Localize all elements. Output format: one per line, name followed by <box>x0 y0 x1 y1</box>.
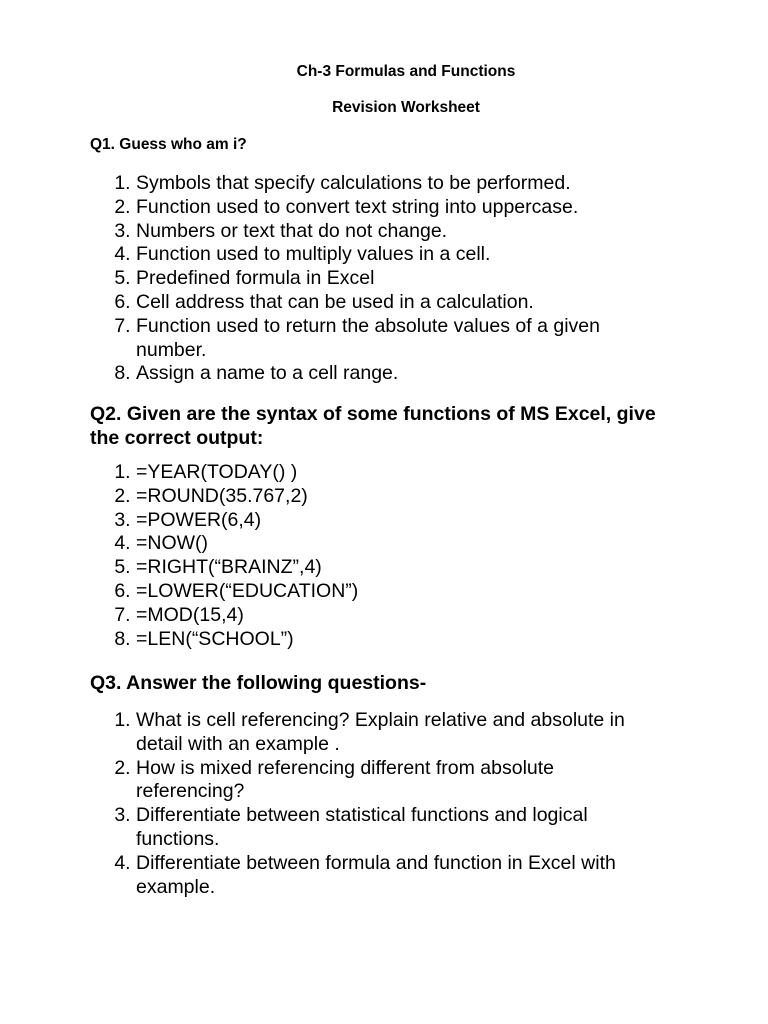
q1-heading: Q1. Guess who am i? <box>90 136 247 153</box>
list-item: 2. =ROUND(35.767,2) <box>136 485 656 509</box>
list-item: 4. Function used to multiply values in a cell. <box>136 243 656 267</box>
list-item: 7. Function used to return the absolute values of a given number. <box>136 315 656 363</box>
worksheet-title: Revision Worksheet <box>332 99 480 116</box>
list-item: 6. =LOWER(“EDUCATION”) <box>136 580 656 604</box>
list-item: 1. What is cell referencing? Explain relative and absolute in detail with an example . <box>136 709 656 757</box>
list-item: 2. How is mixed referencing different from absolute referencing? <box>136 757 656 805</box>
q1-list <box>90 172 656 386</box>
list-item: 6. Cell address that can be used in a calculation. <box>136 291 656 315</box>
list-item: 7. =MOD(15,4) <box>136 604 656 628</box>
list-item: 8. Assign a name to a cell range. <box>136 362 656 386</box>
list-item: 1. =YEAR(TODAY() ) <box>136 461 656 485</box>
list-item: 4. Differentiate between formula and function in Excel with example. <box>136 852 656 900</box>
list-item: 5. =RIGHT(“BRAINZ”,4) <box>136 556 656 580</box>
chapter-title: Ch-3 Formulas and Functions <box>296 63 516 80</box>
q2-heading: Q2. Given are the syntax of some functions of MS Excel, give the correct output: <box>90 403 656 449</box>
list-item: 5. Predefined formula in Excel <box>136 267 656 291</box>
q3-list <box>90 709 656 899</box>
q2-list <box>90 461 656 651</box>
list-item: 4. =NOW() <box>136 532 656 556</box>
list-item: 1. Symbols that specify calculations to be performed. <box>136 172 656 196</box>
list-item: 2. Function used to convert text string into uppercase. <box>136 196 656 220</box>
q3-heading: Q3. Answer the following questions- <box>90 672 427 694</box>
list-item: 3. =POWER(6,4) <box>136 509 656 533</box>
list-item: 3. Numbers or text that do not change. <box>136 220 656 244</box>
list-item: 3. Differentiate between statistical functions and logical functions. <box>136 804 656 852</box>
list-item: 8. =LEN(“SCHOOL”) <box>136 628 656 652</box>
